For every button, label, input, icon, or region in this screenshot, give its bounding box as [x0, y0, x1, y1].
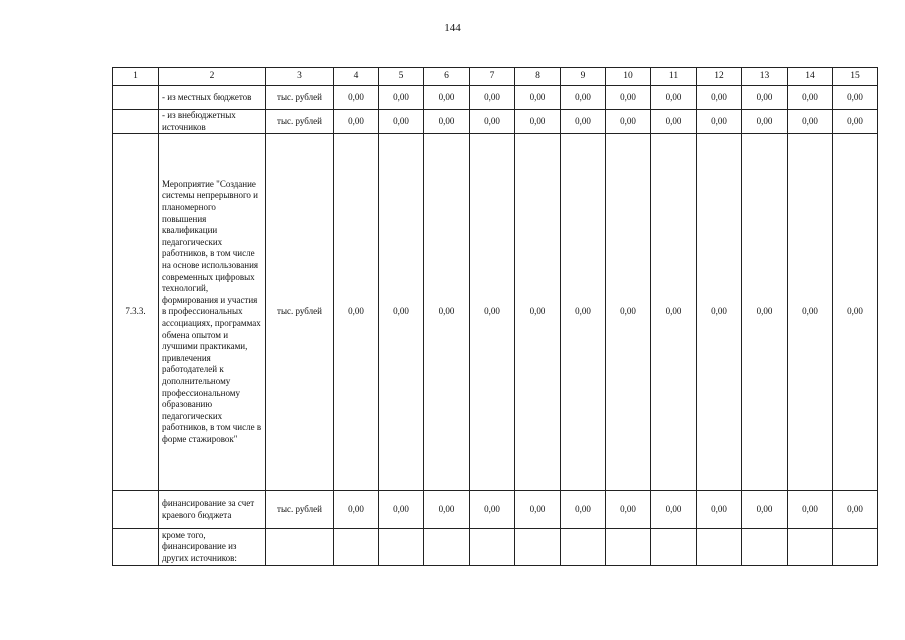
table-row-other-sources	[113, 529, 878, 566]
column-number: 10	[606, 68, 651, 86]
value-cell: 0,00	[651, 110, 697, 134]
row-unit	[266, 529, 334, 566]
value-cell: 0,00	[515, 110, 561, 134]
column-number: 15	[833, 68, 878, 86]
value-cell: 0,00	[606, 110, 651, 134]
value-cell	[742, 529, 788, 566]
value-cell: 0,00	[470, 491, 515, 529]
value-cell	[470, 529, 515, 566]
column-number: 9	[561, 68, 606, 86]
value-cell: 0,00	[334, 86, 379, 110]
value-cell: 0,00	[470, 134, 515, 491]
value-cell	[697, 529, 742, 566]
column-number: 4	[334, 68, 379, 86]
value-cell: 0,00	[606, 134, 651, 491]
value-cell: 0,00	[561, 134, 606, 491]
value-cell	[515, 529, 561, 566]
value-cell: 0,00	[515, 86, 561, 110]
row-unit: тыс. рублей	[266, 491, 334, 529]
value-cell: 0,00	[606, 491, 651, 529]
value-cell: 0,00	[788, 86, 833, 110]
value-cell	[833, 529, 878, 566]
row-number	[113, 491, 159, 529]
value-cell: 0,00	[424, 491, 470, 529]
value-cell: 0,00	[651, 134, 697, 491]
value-cell	[424, 529, 470, 566]
row-unit: тыс. рублей	[266, 110, 334, 134]
value-cell: 0,00	[833, 86, 878, 110]
table-row-extrabudgetary-sources	[113, 110, 878, 134]
value-cell: 0,00	[379, 86, 424, 110]
value-cell: 0,00	[561, 110, 606, 134]
value-cell: 0,00	[697, 491, 742, 529]
column-number: 6	[424, 68, 470, 86]
value-cell: 0,00	[697, 86, 742, 110]
value-cell: 0,00	[561, 86, 606, 110]
row-number	[113, 86, 159, 110]
value-cell: 0,00	[788, 110, 833, 134]
value-cell: 0,00	[470, 110, 515, 134]
column-number: 14	[788, 68, 833, 86]
table-row-regional-budget	[113, 491, 878, 529]
value-cell	[334, 529, 379, 566]
value-cell: 0,00	[833, 491, 878, 529]
column-number: 12	[697, 68, 742, 86]
column-number-header-row	[113, 68, 878, 86]
value-cell: 0,00	[742, 134, 788, 491]
value-cell	[379, 529, 424, 566]
value-cell: 0,00	[833, 134, 878, 491]
value-cell: 0,00	[561, 491, 606, 529]
value-cell: 0,00	[379, 134, 424, 491]
value-cell: 0,00	[424, 134, 470, 491]
column-number: 11	[651, 68, 697, 86]
row-name: - из внебюджетных источников	[159, 110, 266, 134]
value-cell: 0,00	[742, 86, 788, 110]
value-cell: 0,00	[334, 491, 379, 529]
table-row-local-budgets	[113, 86, 878, 110]
value-cell: 0,00	[742, 110, 788, 134]
row-unit: тыс. рублей	[266, 134, 334, 491]
value-cell: 0,00	[788, 134, 833, 491]
value-cell: 0,00	[334, 134, 379, 491]
value-cell: 0,00	[697, 134, 742, 491]
row-name: финансирование за счет краевого бюджета	[159, 491, 266, 529]
value-cell: 0,00	[651, 86, 697, 110]
value-cell: 0,00	[651, 491, 697, 529]
value-cell	[788, 529, 833, 566]
page-number: 144	[444, 22, 461, 34]
row-number	[113, 110, 159, 134]
column-number: 2	[159, 68, 266, 86]
column-number: 8	[515, 68, 561, 86]
budget-table	[112, 67, 878, 566]
row-unit: тыс. рублей	[266, 86, 334, 110]
column-number: 3	[266, 68, 334, 86]
value-cell: 0,00	[424, 86, 470, 110]
table-row-measure-7-3-3	[113, 134, 878, 491]
value-cell: 0,00	[697, 110, 742, 134]
value-cell: 0,00	[470, 86, 515, 110]
value-cell	[606, 529, 651, 566]
column-number: 13	[742, 68, 788, 86]
column-number: 1	[113, 68, 159, 86]
value-cell	[651, 529, 697, 566]
row-number: 7.3.3.	[113, 134, 159, 491]
row-name: - из местных бюджетов	[159, 86, 266, 110]
value-cell: 0,00	[515, 491, 561, 529]
column-number: 7	[470, 68, 515, 86]
row-number	[113, 529, 159, 566]
value-cell: 0,00	[742, 491, 788, 529]
row-name: кроме того, финансирование из других источников:	[159, 529, 266, 566]
value-cell: 0,00	[379, 110, 424, 134]
row-name: Мероприятие "Создание системы непрерывного и планомерного повышения квалификации педагогических работников, в том числе на основе использования современных цифровых технологий, формирования и участия в профессиональных ассоциациях, программах обмена опытом и лучшими практиками, привлечения работодателей к дополнительному профессиональному образованию педагогических работников, в том числе в форме стажировок"	[159, 134, 266, 491]
value-cell: 0,00	[424, 110, 470, 134]
value-cell	[561, 529, 606, 566]
column-number: 5	[379, 68, 424, 86]
value-cell: 0,00	[788, 491, 833, 529]
value-cell: 0,00	[515, 134, 561, 491]
value-cell: 0,00	[379, 491, 424, 529]
value-cell: 0,00	[334, 110, 379, 134]
value-cell: 0,00	[833, 110, 878, 134]
value-cell: 0,00	[606, 86, 651, 110]
